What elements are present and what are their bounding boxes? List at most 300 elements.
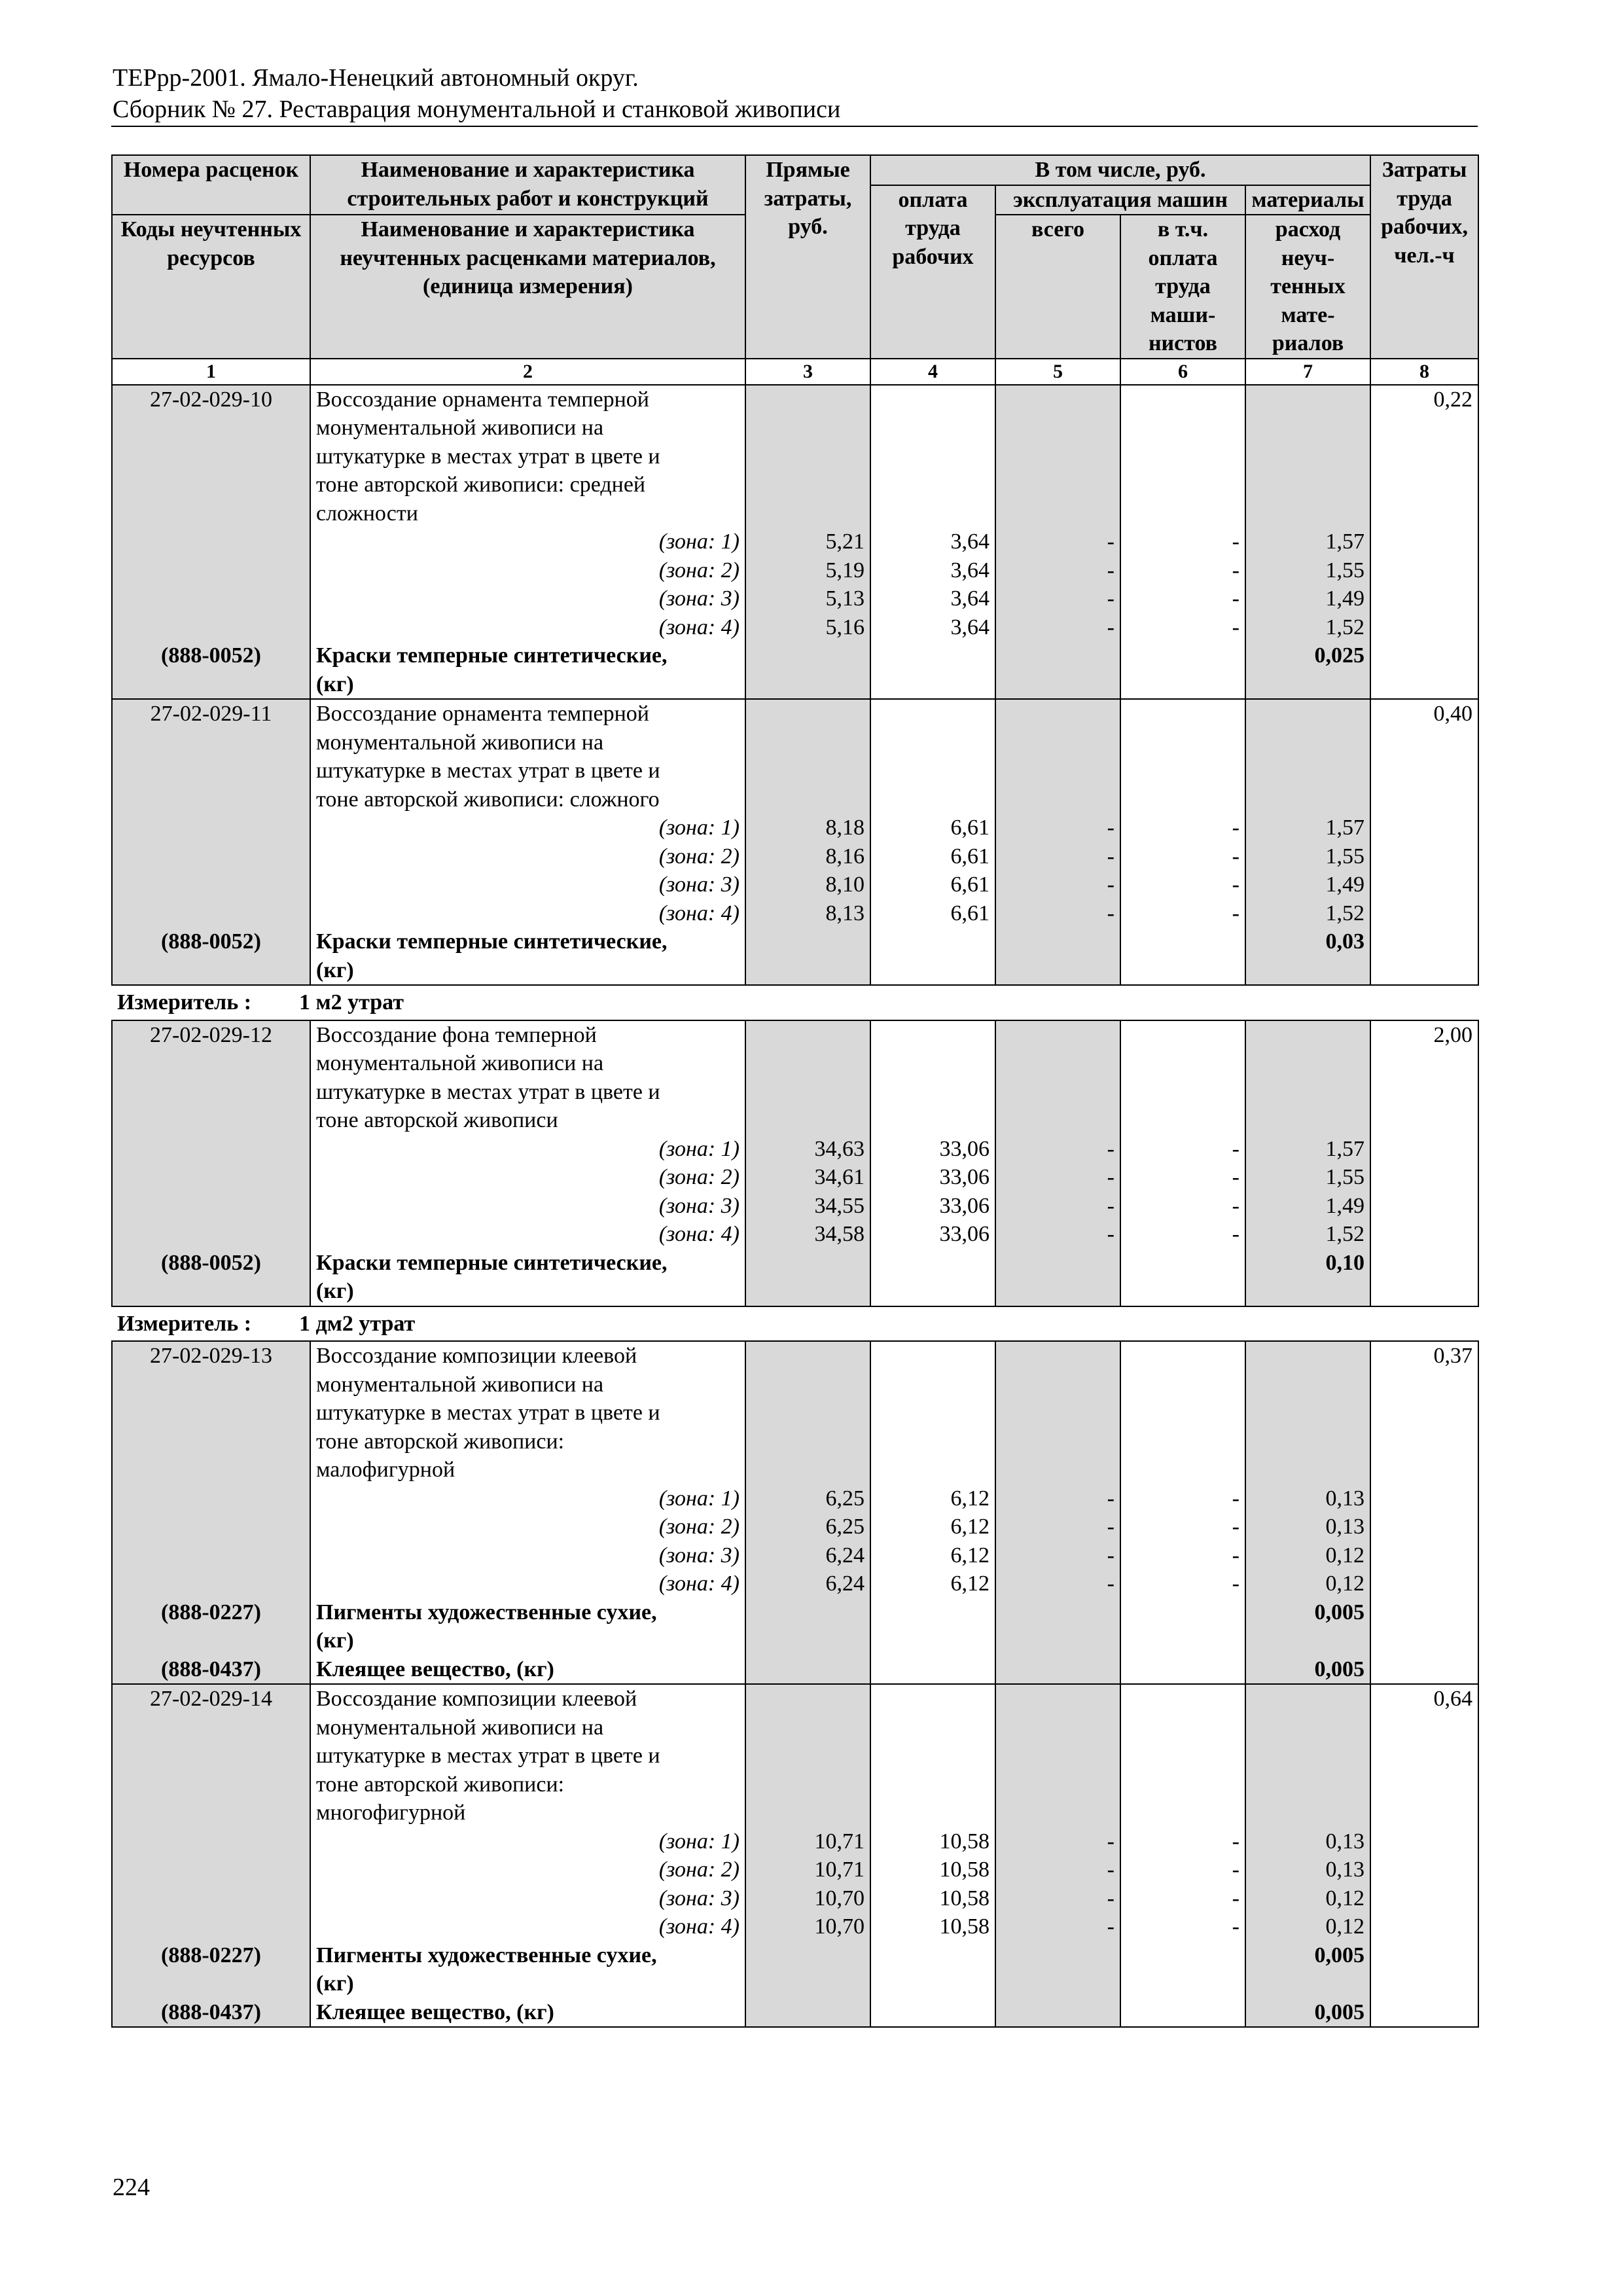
table-cell — [745, 1078, 870, 1107]
table-cell — [112, 1106, 310, 1135]
table-cell — [112, 1049, 310, 1078]
table-cell — [1120, 1770, 1245, 1799]
work-description: Воссоздание орнамента темперной — [310, 699, 745, 728]
table-cell — [1370, 584, 1478, 613]
table-cell — [995, 1770, 1120, 1799]
material-row — [112, 1998, 1478, 2028]
table-cell — [1245, 1371, 1370, 1399]
direct-cost: 5,13 — [745, 584, 870, 613]
material-row — [112, 1655, 1478, 1685]
table-cell — [1120, 1020, 1245, 1050]
table-cell — [745, 699, 870, 728]
table-cell — [745, 1277, 870, 1306]
table-cell — [1370, 757, 1478, 785]
work-description: Воссоздание орнамента темперной — [310, 385, 745, 414]
table-cell — [745, 1427, 870, 1456]
rate-code: 27-02-029-14 — [112, 1684, 310, 1713]
header-machine-operation: эксплуатация машин — [995, 185, 1245, 215]
table-cell — [1245, 1742, 1370, 1770]
machine-cost: - — [995, 1884, 1120, 1913]
direct-cost: 5,21 — [745, 528, 870, 556]
rate-code: 27-02-029-11 — [112, 699, 310, 728]
wage-cost: 6,12 — [870, 1541, 995, 1570]
machine-cost: - — [995, 1135, 1120, 1164]
material-cost: 1,52 — [1245, 899, 1370, 928]
table-cell — [1245, 1427, 1370, 1456]
table-cell — [1370, 1884, 1478, 1913]
direct-cost: 8,13 — [745, 899, 870, 928]
table-cell — [870, 1277, 995, 1306]
wage-cost: 6,12 — [870, 1513, 995, 1541]
material-row — [112, 1626, 1478, 1655]
direct-cost: 10,71 — [745, 1827, 870, 1856]
table-cell — [745, 1020, 870, 1050]
measure-unit — [112, 1306, 1478, 1342]
work-description: сложности — [310, 499, 745, 528]
table-row — [112, 1020, 1478, 1050]
rate-code: 27-02-029-13 — [112, 1341, 310, 1371]
machinist-wage: - — [1120, 1484, 1245, 1513]
table-cell — [745, 1713, 870, 1742]
header-machines-total: всего — [995, 215, 1120, 359]
material-cost: 1,55 — [1245, 1163, 1370, 1192]
table-cell — [995, 1684, 1120, 1713]
table-cell — [870, 670, 995, 700]
material-cost: 1,57 — [1245, 1135, 1370, 1164]
header-material-consumption: расход неуч-тенных мате-риалов — [1245, 215, 1370, 359]
zone-label: (зона: 4) — [310, 899, 745, 928]
zone-label: (зона: 2) — [310, 1513, 745, 1541]
direct-cost: 10,70 — [745, 1884, 870, 1913]
table-cell — [870, 641, 995, 670]
table-cell — [745, 1598, 870, 1627]
resource-code: (888-0052) — [112, 1249, 310, 1278]
resource-code: (888-0437) — [112, 1998, 310, 2028]
rates-table-body — [112, 385, 1478, 2028]
table-cell — [995, 499, 1120, 528]
measure-label: Измеритель : — [117, 990, 252, 1014]
direct-cost: 6,25 — [745, 1513, 870, 1541]
table-cell — [1370, 956, 1478, 986]
table-cell — [112, 1770, 310, 1799]
work-description: малофигурной — [310, 1456, 745, 1484]
table-cell — [1120, 1371, 1245, 1399]
machine-cost: - — [995, 1570, 1120, 1598]
machinist-wage: - — [1120, 1513, 1245, 1541]
header-labor-costs: Затраты труда рабочих, чел.-ч — [1370, 155, 1478, 359]
table-cell — [1245, 757, 1370, 785]
resource-code: (888-0227) — [112, 1598, 310, 1627]
table-cell — [1370, 1277, 1478, 1306]
machinist-wage: - — [1120, 1570, 1245, 1598]
header-machinist-wages: в т.ч. оплата труда маши-нистов — [1120, 215, 1245, 359]
work-description: монументальной живописи на — [310, 1713, 745, 1742]
table-row — [112, 757, 1478, 785]
material-cost: 1,52 — [1245, 1220, 1370, 1249]
zone-label: (зона: 1) — [310, 1135, 745, 1164]
column-number: 8 — [1370, 359, 1478, 385]
table-cell — [995, 1078, 1120, 1107]
table-cell — [1245, 1969, 1370, 1998]
table-cell — [1120, 1427, 1245, 1456]
table-cell — [1370, 1249, 1478, 1278]
table-row — [112, 1799, 1478, 1827]
material-row — [112, 956, 1478, 986]
zone-row — [112, 584, 1478, 613]
zone-label: (зона: 1) — [310, 1827, 745, 1856]
table-cell — [745, 499, 870, 528]
header-direct-costs: Прямые затраты, руб. — [745, 155, 870, 359]
measure-value: 1 дм2 утрат — [299, 1311, 416, 1336]
table-cell — [1370, 641, 1478, 670]
table-cell — [1370, 1135, 1478, 1164]
header-material-name: Наименование и характеристика неучтенных расценками материалов, (единица измерения) — [310, 215, 745, 359]
table-cell — [1370, 1192, 1478, 1221]
zone-row — [112, 1912, 1478, 1941]
table-cell — [1370, 1655, 1478, 1685]
table-cell — [1370, 499, 1478, 528]
table-cell — [112, 1192, 310, 1221]
wage-cost: 6,12 — [870, 1570, 995, 1598]
zone-row — [112, 556, 1478, 585]
table-cell — [995, 1341, 1120, 1371]
table-cell — [112, 471, 310, 499]
zone-label: (зона: 1) — [310, 814, 745, 842]
material-cost: 1,57 — [1245, 814, 1370, 842]
table-cell — [870, 471, 995, 499]
resource-code: (888-0052) — [112, 641, 310, 670]
header-materials: материалы — [1245, 185, 1370, 215]
table-cell — [995, 927, 1120, 956]
material-cost: 1,55 — [1245, 842, 1370, 871]
table-cell — [112, 1456, 310, 1484]
table-cell — [870, 1998, 995, 2028]
table-cell — [1370, 442, 1478, 471]
machine-cost: - — [995, 613, 1120, 642]
table-cell — [112, 414, 310, 442]
table-cell — [745, 1371, 870, 1399]
wage-cost: 10,58 — [870, 1827, 995, 1856]
table-cell — [995, 1049, 1120, 1078]
table-row — [112, 471, 1478, 499]
column-number: 2 — [310, 359, 745, 385]
labor-cost: 0,40 — [1370, 699, 1478, 728]
machinist-wage: - — [1120, 1541, 1245, 1570]
table-cell — [870, 728, 995, 757]
material-name: Краски темперные синтетические, — [310, 1249, 745, 1278]
table-cell — [1370, 1626, 1478, 1655]
zone-label: (зона: 2) — [310, 1163, 745, 1192]
header-rate-numbers: Номера расценок — [112, 155, 310, 215]
table-cell — [745, 414, 870, 442]
table-cell — [1370, 1742, 1478, 1770]
table-cell — [1370, 670, 1478, 700]
table-cell — [870, 1106, 995, 1135]
table-cell — [1120, 1049, 1245, 1078]
table-cell — [1120, 1742, 1245, 1770]
table-row — [112, 499, 1478, 528]
table-cell — [870, 757, 995, 785]
zone-label: (зона: 3) — [310, 870, 745, 899]
table-row — [112, 442, 1478, 471]
rate-code: 27-02-029-10 — [112, 385, 310, 414]
wage-cost: 3,64 — [870, 613, 995, 642]
table-cell — [745, 641, 870, 670]
material-cost: 0,12 — [1245, 1541, 1370, 1570]
table-cell — [745, 1799, 870, 1827]
table-cell — [1245, 442, 1370, 471]
table-cell — [745, 956, 870, 986]
column-number: 7 — [1245, 359, 1370, 385]
table-cell — [870, 499, 995, 528]
table-cell — [112, 1513, 310, 1541]
table-cell — [1120, 1106, 1245, 1135]
table-row — [112, 1427, 1478, 1456]
work-description: монументальной живописи на — [310, 728, 745, 757]
direct-cost: 10,71 — [745, 1856, 870, 1884]
table-cell — [1245, 1713, 1370, 1742]
table-cell — [1370, 1770, 1478, 1799]
direct-cost: 5,16 — [745, 613, 870, 642]
material-cost: 1,49 — [1245, 870, 1370, 899]
material-quantity: 0,10 — [1245, 1249, 1370, 1278]
material-name: (кг) — [310, 1626, 745, 1655]
table-cell — [1120, 1941, 1245, 1970]
table-cell — [1120, 499, 1245, 528]
table-cell — [1370, 1220, 1478, 1249]
table-cell — [745, 1742, 870, 1770]
zone-row — [112, 1484, 1478, 1513]
machine-cost: - — [995, 584, 1120, 613]
table-cell — [112, 528, 310, 556]
table-cell — [1370, 927, 1478, 956]
table-cell — [995, 1655, 1120, 1685]
material-name: Краски темперные синтетические, — [310, 927, 745, 956]
material-name: Клеящее вещество, (кг) — [310, 1998, 745, 2028]
table-cell — [1370, 899, 1478, 928]
table-row — [112, 385, 1478, 414]
table-cell — [1120, 442, 1245, 471]
table-cell — [995, 442, 1120, 471]
direct-cost: 8,10 — [745, 870, 870, 899]
table-cell — [745, 757, 870, 785]
table-cell — [870, 1655, 995, 1685]
table-cell — [870, 1770, 995, 1799]
wage-cost: 6,61 — [870, 899, 995, 928]
zone-row — [112, 613, 1478, 642]
table-cell — [1370, 728, 1478, 757]
table-cell — [745, 1341, 870, 1371]
work-description: тоне авторской живописи: средней — [310, 471, 745, 499]
table-row — [112, 1341, 1478, 1371]
table-row — [112, 1371, 1478, 1399]
table-cell — [995, 1713, 1120, 1742]
table-cell — [745, 670, 870, 700]
zone-label: (зона: 3) — [310, 584, 745, 613]
material-cost: 0,13 — [1245, 1484, 1370, 1513]
material-cost: 0,13 — [1245, 1856, 1370, 1884]
machinist-wage: - — [1120, 1135, 1245, 1164]
work-description: Воссоздание фона темперной — [310, 1020, 745, 1050]
table-cell — [112, 1969, 310, 1998]
table-cell — [995, 785, 1120, 814]
work-description: штукатурке в местах утрат в цвете и — [310, 1742, 745, 1770]
table-cell — [1120, 1713, 1245, 1742]
table-cell — [112, 584, 310, 613]
table-cell — [112, 1078, 310, 1107]
table-cell — [870, 1742, 995, 1770]
machine-cost: - — [995, 1192, 1120, 1221]
table-cell — [1370, 613, 1478, 642]
table-cell — [1245, 1456, 1370, 1484]
zone-label: (зона: 4) — [310, 1912, 745, 1941]
machinist-wage: - — [1120, 870, 1245, 899]
table-row — [112, 1713, 1478, 1742]
material-name: (кг) — [310, 1969, 745, 1998]
table-cell — [112, 1884, 310, 1913]
table-cell — [745, 728, 870, 757]
material-cost: 0,13 — [1245, 1513, 1370, 1541]
table-cell — [1370, 1941, 1478, 1970]
material-name: (кг) — [310, 956, 745, 986]
work-description: штукатурке в местах утрат в цвете и — [310, 1078, 745, 1107]
measure-label: Измеритель : — [117, 1311, 252, 1336]
labor-cost: 0,37 — [1370, 1341, 1478, 1371]
header-including: В том числе, руб. — [870, 155, 1370, 185]
table-cell — [995, 1427, 1120, 1456]
table-cell — [1120, 1399, 1245, 1427]
machine-cost: - — [995, 1856, 1120, 1884]
table-cell — [1370, 1371, 1478, 1399]
table-cell — [1370, 785, 1478, 814]
table-cell — [1245, 956, 1370, 986]
table-cell — [745, 442, 870, 471]
table-cell — [995, 471, 1120, 499]
table-cell — [745, 1969, 870, 1998]
table-cell — [1245, 1399, 1370, 1427]
table-cell — [1120, 1598, 1245, 1627]
table-cell — [995, 728, 1120, 757]
direct-cost: 10,70 — [745, 1912, 870, 1941]
table-cell — [1245, 1799, 1370, 1827]
material-row — [112, 1598, 1478, 1627]
direct-cost: 34,55 — [745, 1192, 870, 1221]
wage-cost: 33,06 — [870, 1220, 995, 1249]
table-cell — [112, 1742, 310, 1770]
work-description: монументальной живописи на — [310, 1049, 745, 1078]
table-cell — [1370, 1827, 1478, 1856]
table-cell — [870, 1078, 995, 1107]
material-row — [112, 670, 1478, 700]
table-row — [112, 785, 1478, 814]
zone-row — [112, 1884, 1478, 1913]
material-row — [112, 1941, 1478, 1970]
labor-cost: 2,00 — [1370, 1020, 1478, 1050]
table-cell — [1370, 1541, 1478, 1570]
table-cell — [995, 1106, 1120, 1135]
page-number: 224 — [113, 2174, 150, 2201]
table-cell — [112, 556, 310, 585]
machine-cost: - — [995, 1484, 1120, 1513]
table-cell — [1370, 1163, 1478, 1192]
table-row — [112, 1742, 1478, 1770]
wage-cost: 10,58 — [870, 1912, 995, 1941]
work-description: монументальной живописи на — [310, 1371, 745, 1399]
table-cell — [1245, 1106, 1370, 1135]
zone-label: (зона: 3) — [310, 1192, 745, 1221]
zone-row — [112, 1541, 1478, 1570]
table-cell — [1120, 1626, 1245, 1655]
material-quantity: 0,005 — [1245, 1998, 1370, 2028]
table-cell — [1370, 1969, 1478, 1998]
machinist-wage: - — [1120, 613, 1245, 642]
table-cell — [112, 1427, 310, 1456]
machinist-wage: - — [1120, 556, 1245, 585]
table-cell — [745, 785, 870, 814]
table-cell — [745, 1655, 870, 1685]
column-number: 6 — [1120, 359, 1245, 385]
machine-cost: - — [995, 870, 1120, 899]
table-cell — [745, 1456, 870, 1484]
wage-cost: 6,61 — [870, 814, 995, 842]
machine-cost: - — [995, 814, 1120, 842]
material-cost: 1,57 — [1245, 528, 1370, 556]
table-cell — [112, 1799, 310, 1827]
table-cell — [1245, 1626, 1370, 1655]
work-description: Воссоздание композиции клеевой — [310, 1341, 745, 1371]
zone-row — [112, 1570, 1478, 1598]
table-cell — [1120, 1969, 1245, 1998]
table-cell — [1120, 728, 1245, 757]
material-row — [112, 927, 1478, 956]
table-cell — [870, 1969, 995, 1998]
table-cell — [1245, 414, 1370, 442]
table-row — [112, 1399, 1478, 1427]
table-cell — [1370, 1427, 1478, 1456]
table-cell — [995, 1020, 1120, 1050]
zone-row — [112, 528, 1478, 556]
table-cell — [112, 814, 310, 842]
measure-row — [112, 1306, 1478, 1342]
table-cell — [995, 1456, 1120, 1484]
table-cell — [870, 414, 995, 442]
document-header-line2: Сборник № 27. Реставрация монументальной и станковой живописи — [113, 96, 841, 123]
machinist-wage: - — [1120, 1856, 1245, 1884]
material-cost: 1,55 — [1245, 556, 1370, 585]
zone-row — [112, 814, 1478, 842]
table-cell — [1245, 385, 1370, 414]
table-cell — [1120, 1078, 1245, 1107]
zone-row — [112, 1856, 1478, 1884]
table-cell — [870, 385, 995, 414]
zone-row — [112, 842, 1478, 871]
table-cell — [1120, 1655, 1245, 1685]
table-cell — [112, 1277, 310, 1306]
zone-label: (зона: 1) — [310, 528, 745, 556]
material-row — [112, 1277, 1478, 1306]
table-cell — [1370, 1998, 1478, 2028]
table-cell — [112, 613, 310, 642]
wage-cost: 6,12 — [870, 1484, 995, 1513]
zone-label: (зона: 3) — [310, 1541, 745, 1570]
machinist-wage: - — [1120, 1220, 1245, 1249]
zone-label: (зона: 2) — [310, 1856, 745, 1884]
work-description: тоне авторской живописи: — [310, 1770, 745, 1799]
table-cell — [1245, 499, 1370, 528]
wage-cost: 33,06 — [870, 1135, 995, 1164]
table-cell — [870, 699, 995, 728]
zone-row — [112, 1827, 1478, 1856]
